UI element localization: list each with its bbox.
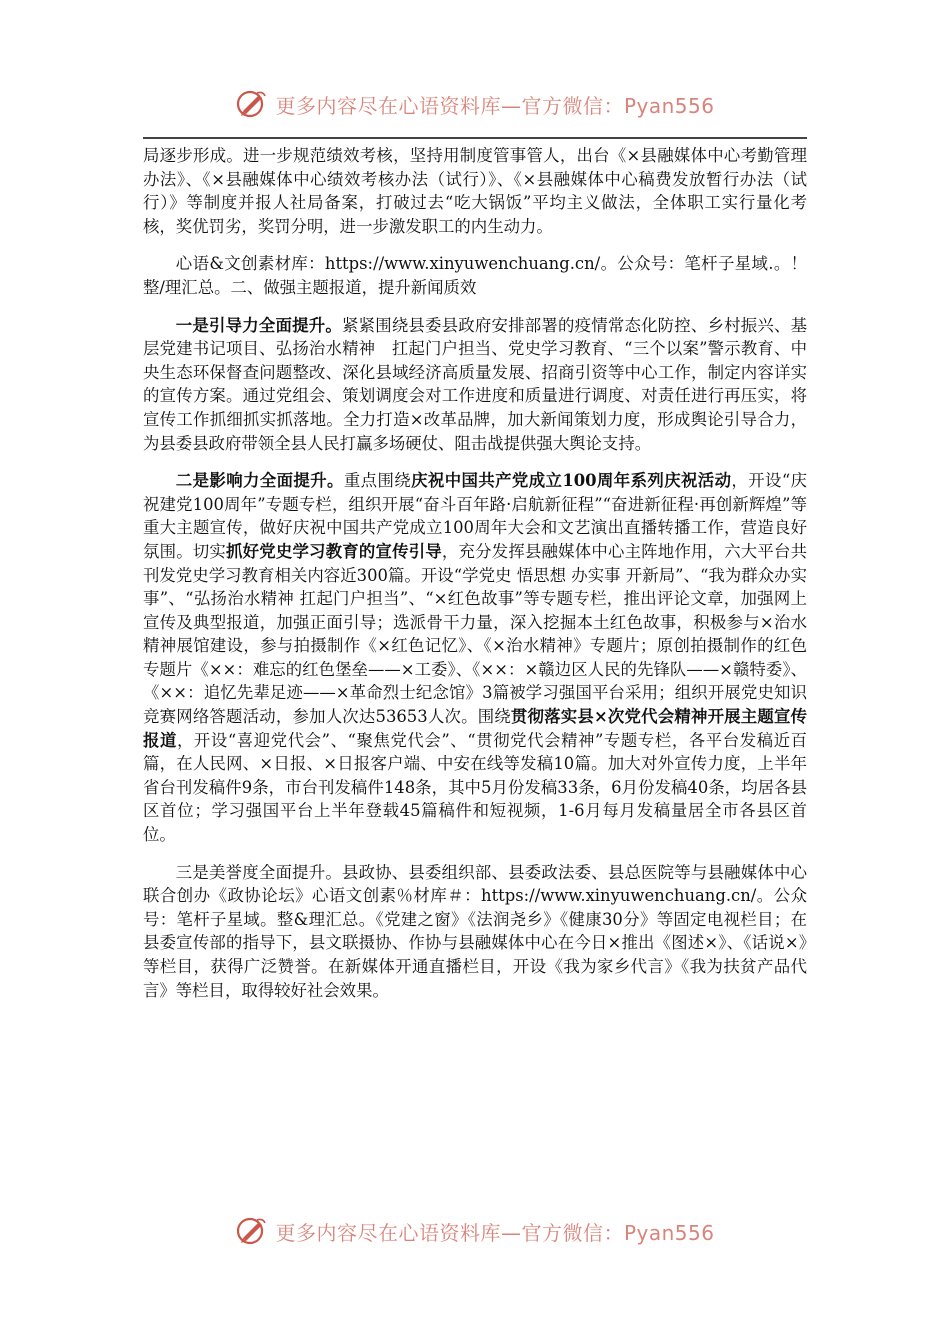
paragraph-4-lead: 二是影响力全面提升。 [175,471,344,491]
paragraph-4-text-1: 重点围绕 [343,471,412,491]
paragraph-5: 三是美誉度全面提升。县政协、县委组织部、县委政法委、县总医院等与县融媒体中心联合创办《政协论坛》心语文创素％材库＃：https://www.xinyuwenchuang.cn/。公众号：笔杆子星域。整&理汇总。《党建之窗》《法润尧乡》《健康30分》等固定电视栏目；在县委宣传部的指导下，县文联摄协、作协与县融媒体中心在今日×推出《图述×》、《话说×》等栏目，获得广泛赞誉。在新媒体开通直播栏目，开设《我为家乡代言》《我为扶贫产品代言》等栏目，取得较好社会效果。 [143,862,807,1000]
document-body [143,144,807,1016]
paragraph-4-text-3: ，充分发挥县融媒体中心主阵地作用，六大平台共刊发党史学习教育相关内容近300篇。开设“学党史 悟思想 办实事 开新局”、“我为群众办实事”、“弘扬治水精神 扛起门户担当”、“×红色故事”等专题专栏，推出评论文章，加强网上宣传及典型报道，加强正面引导；选派骨干力量，深入挖掘本土红色故事，积极参与×治水精神展馆建设，参与拍摄制作《×红色记忆》、《×治水精神》专题片；原创拍摄制作的红色专题片《××：难忘的红色堡垒——×工委》、《××：×赣边区人民的先锋队——×赣特委》、《××：追忆先辈足迹——×革命烈士纪念馆》3篇被学习强国平台采用；组织开展党史知识竞赛网络答题活动，参加人次达53653人次。围绕 [143,541,808,727]
paragraph-3 [143,314,807,456]
paragraph-3-lead: 一是引导力全面提升。 [175,315,342,335]
paragraph-4-bold-3: 贯彻落实县×次党代会精神开展主题宣传报道 [143,707,807,750]
header-banner [0,84,950,124]
footer-banner-text: 更多内容尽在心语资料库—官方微信：Pyan556 [275,1220,715,1245]
pen-logo-icon [235,87,269,121]
paragraph-2: 心语&文创素材库：https://www.xinyuwenchuang.cn/。公众号：笔杆子星域.。！整/理汇总。二、做强主题报道，提升新闻质效 [143,254,807,297]
paragraph-4-text-2: ，开设“庆祝建党100周年”专题专栏，组织开展“奋斗百年路·启航新征程”“奋进新征程·再创新辉煌”等重大主题宣传，做好庆祝中国共产党成立100周年大会和文艺演出直播转播工作，营造良好氛围。切实 [143,471,808,561]
footer-banner [0,1211,950,1251]
pen-logo-icon [235,1214,269,1248]
paragraph-4 [143,469,807,847]
paragraph-4-bold-2: 抓好党史学习教育的宣传引导 [226,541,442,561]
paragraph-1: 局逐步形成。进一步规范绩效考核，坚持用制度管事管人，出台《×县融媒体中心考勤管理办法》、《×县融媒体中心绩效考核办法（试行）》、《×县融媒体中心稿费发放暂行办法（试行）》等制度并报人社局备案，打破过去“吃大锅饭”平均主义做法，全体职工实行量化考核，奖优罚劣，奖罚分明，进一步激发职工的内生动力。 [143,146,807,236]
paragraph-4-text-4: ，开设“喜迎党代会”、“聚焦党代会”、“贯彻党代会精神”专题专栏，各平台发稿近百篇，在人民网、×日报、×日报客户端、中安在线等发稿10篇。加大对外宣传力度，上半年省台刊发稿件9条，市台刊发稿件148条，其中5月份发稿33条，6月份发稿40条，均居各县区首位；学习强国平台上半年登载45篇稿件和短视频，1-6月每月发稿量居全市各县区首位。 [143,730,807,845]
header-divider [143,137,807,139]
header-banner-text: 更多内容尽在心语资料库—官方微信：Pyan556 [275,93,715,118]
paragraph-4-bold-1: 庆祝中国共产党成立100周年系列庆祝活动 [411,471,732,491]
paragraph-3-text: 紧紧围绕县委县政府安排部署的疫情常态化防控、乡村振兴、基层党建书记项目、弘扬治水精神 扛起门户担当、党史学习教育、“三个以案”警示教育、中央生态环保督查问题整改、深化县域经济高质量发展、招商引资等中心工作，制定内容详实的宣传方案。通过党组会、策划调度会对工作进度和质量进行调度、对责任进行再压实，将宣传工作抓细抓实抓落地。全力打造×改革品牌，加大新闻策划力度，形成舆论引导合力，为县委县政府带领全县人民打赢多场硬仗、阻击战提供强大舆论支持。 [143,315,808,453]
